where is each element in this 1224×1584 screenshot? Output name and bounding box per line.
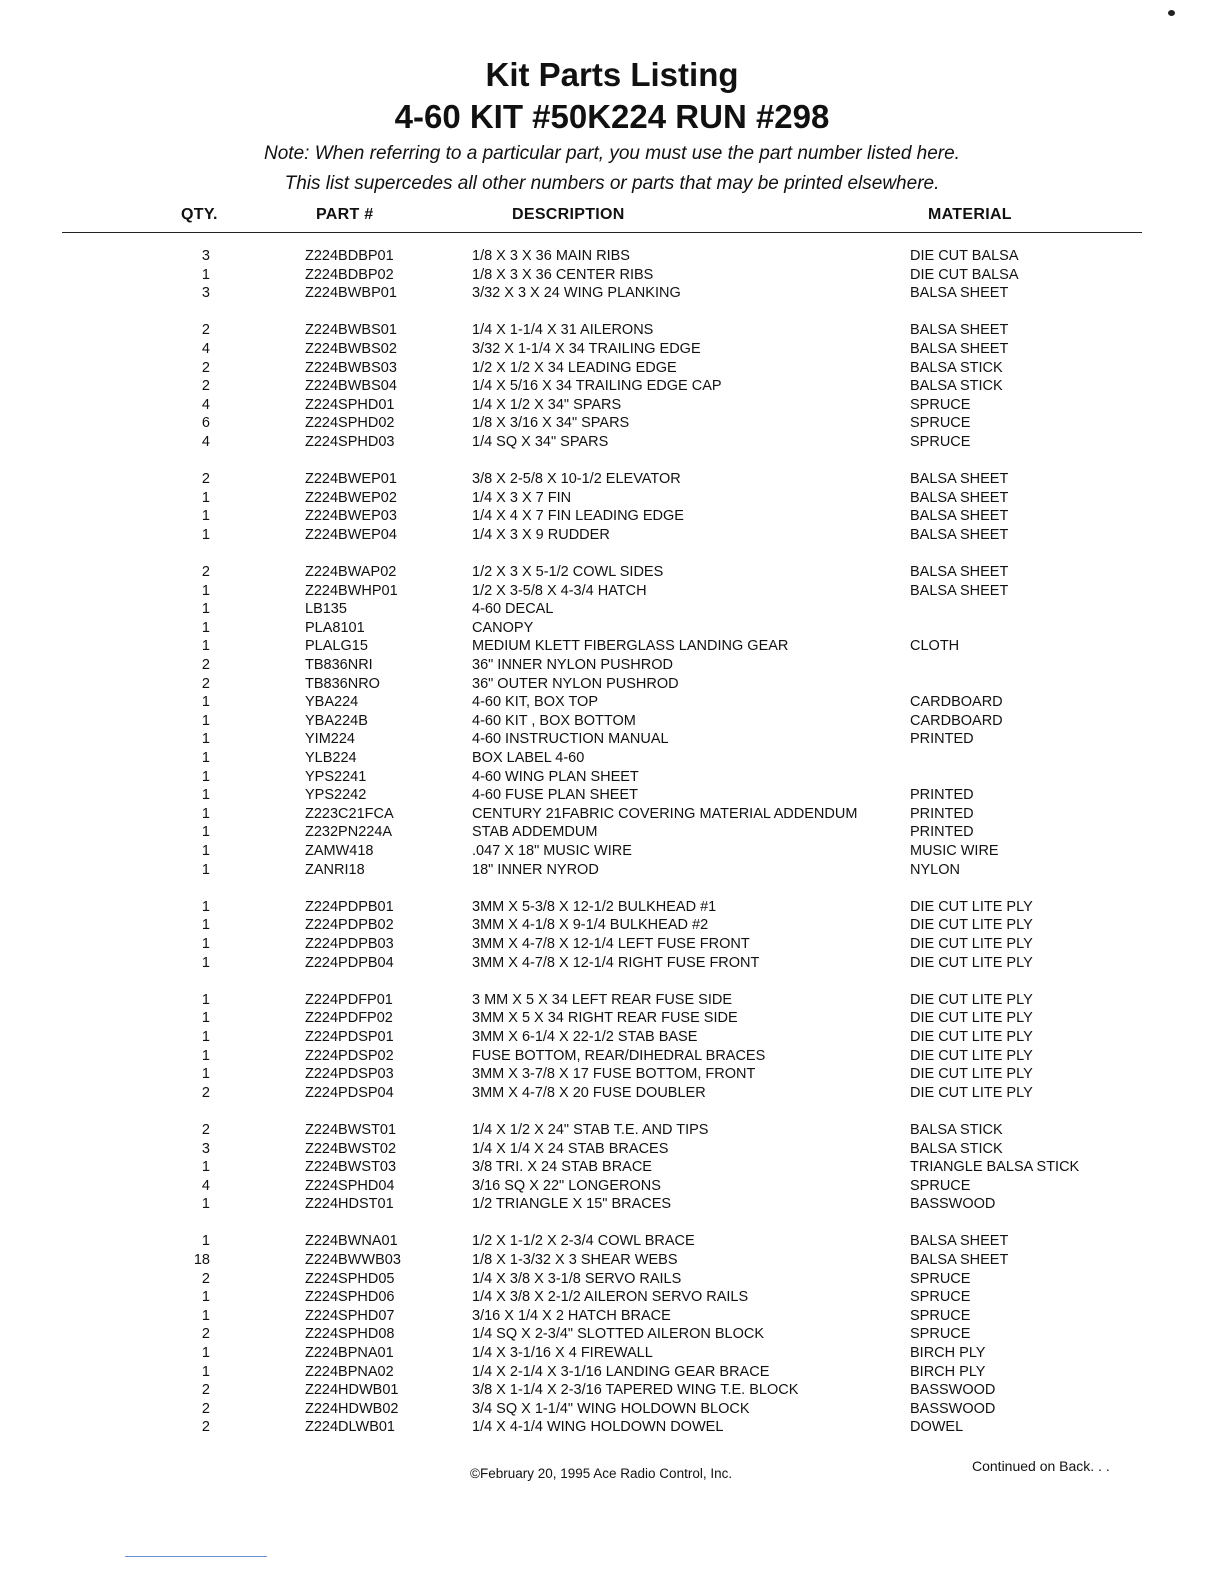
table-row: [0, 1084, 1224, 1103]
qty-cell: 4: [201, 340, 210, 357]
part-number-cell: YBA224: [305, 694, 359, 711]
qty-cell: 3: [201, 1140, 210, 1157]
description-cell: 1/4 X 3 X 7 FIN: [472, 489, 572, 506]
part-number-cell: Z223C21FCA: [305, 805, 394, 822]
table-row: [0, 823, 1224, 842]
description-cell: STAB ADDEMDUM: [472, 824, 598, 841]
qty-cell: 4: [201, 433, 210, 450]
table-row: [0, 1418, 1224, 1437]
qty-cell: 6: [201, 415, 210, 432]
material-cell: DIE CUT LITE PLY: [910, 1028, 1033, 1045]
table-row: [0, 861, 1224, 880]
material-cell: DIE CUT LITE PLY: [910, 917, 1033, 934]
part-number-cell: YLB224: [305, 750, 357, 767]
table-row: [0, 916, 1224, 935]
description-cell: 36" INNER NYLON PUSHROD: [472, 657, 673, 674]
material-cell: BALSA STICK: [910, 378, 1003, 395]
description-cell: 3MM X 5 X 34 RIGHT REAR FUSE SIDE: [472, 1010, 738, 1027]
part-number-cell: Z224PDSP01: [305, 1028, 394, 1045]
description-cell: .047 X 18" MUSIC WIRE: [472, 843, 632, 859]
part-number-cell: Z224BWNA01: [305, 1233, 398, 1250]
table-row: [0, 693, 1224, 712]
part-number-cell: Z224BWHP01: [305, 582, 398, 599]
description-cell: 3/16 X 1/4 X 2 HATCH BRACE: [472, 1307, 671, 1324]
material-cell: BIRCH PLY: [910, 1363, 986, 1380]
description-cell: 1/2 X 3-5/8 X 4-3/4 HATCH: [472, 582, 647, 599]
table-row: [0, 1232, 1224, 1251]
material-cell: CARDBOARD: [910, 694, 1003, 711]
part-number-cell: Z224PDSP02: [305, 1047, 394, 1064]
part-number-cell: ZANRI18: [305, 861, 365, 878]
material-cell: DIE CUT LITE PLY: [910, 1047, 1033, 1064]
description-cell: FUSE BOTTOM, REAR/DIHEDRAL BRACES: [472, 1047, 766, 1064]
description-cell: 3/8 X 2-5/8 X 10-1/2 ELEVATOR: [472, 471, 681, 488]
part-number-cell: Z224BWST03: [305, 1159, 397, 1176]
qty-cell: 1: [201, 824, 210, 841]
material-cell: BALSA SHEET: [910, 340, 1009, 357]
continued-note: Continued on Back. . .: [972, 1458, 1110, 1474]
description-cell: 1/8 X 3 X 36 CENTER RIBS: [472, 266, 654, 283]
table-row: [0, 991, 1224, 1010]
description-cell: 1/4 X 1/2 X 24" STAB T.E. AND TIPS: [472, 1121, 709, 1138]
description-cell: 3MM X 4-7/8 X 12-1/4 RIGHT FUSE FRONT: [472, 954, 760, 971]
material-cell: BALSA SHEET: [910, 322, 1009, 339]
description-cell: 1/4 X 1/4 X 24 STAB BRACES: [472, 1140, 669, 1157]
table-row: [0, 898, 1224, 917]
part-number-cell: Z224SPHD05: [305, 1270, 395, 1287]
table-row: [0, 414, 1224, 433]
description-cell: 4-60 KIT , BOX BOTTOM: [472, 712, 636, 729]
table-row: [0, 266, 1224, 285]
table-row: [0, 1195, 1224, 1214]
table-row: [0, 582, 1224, 601]
qty-cell: 2: [201, 1419, 210, 1436]
table-row: [0, 396, 1224, 415]
qty-cell: 2: [201, 564, 210, 581]
part-number-cell: Z224DLWB01: [305, 1419, 395, 1436]
part-number-cell: LB135: [305, 601, 347, 618]
table-row: [0, 1121, 1224, 1140]
material-cell: PRINTED: [910, 824, 974, 841]
description-cell: 3MM X 4-7/8 X 20 FUSE DOUBLER: [472, 1084, 706, 1101]
table-row: [0, 340, 1224, 359]
table-row: [0, 1028, 1224, 1047]
parts-table: [0, 247, 1224, 1437]
part-number-cell: Z224PDFP02: [305, 1010, 393, 1027]
material-cell: SPRUCE: [910, 1270, 971, 1287]
material-cell: BALSA SHEET: [910, 471, 1009, 488]
description-cell: 4-60 KIT, BOX TOP: [472, 694, 598, 711]
qty-cell: 2: [201, 1326, 210, 1343]
material-cell: DIE CUT LITE PLY: [910, 898, 1033, 915]
table-row: [0, 656, 1224, 675]
description-cell: 4-60 WING PLAN SHEET: [472, 768, 639, 785]
qty-cell: 1: [201, 935, 210, 952]
description-cell: 1/8 X 3 X 36 MAIN RIBS: [472, 248, 630, 264]
table-row: [0, 563, 1224, 582]
material-cell: BALSA SHEET: [910, 285, 1009, 302]
part-number-cell: TB836NRO: [305, 675, 380, 692]
part-number-cell: Z224BDBP02: [305, 266, 394, 283]
page-title: Kit Parts Listing: [485, 56, 739, 93]
qty-cell: 1: [201, 526, 210, 543]
material-cell: DIE CUT LITE PLY: [910, 991, 1033, 1008]
part-number-cell: Z224HDST01: [305, 1196, 394, 1213]
table-row: [0, 1400, 1224, 1419]
qty-cell: 1: [201, 787, 210, 804]
qty-cell: 2: [201, 1084, 210, 1101]
description-cell: 4-60 INSTRUCTION MANUAL: [472, 731, 669, 748]
description-cell: 4-60 FUSE PLAN SHEET: [472, 787, 638, 804]
copyright-notice: ©February 20, 1995 Ace Radio Control, Inc.: [470, 1466, 733, 1481]
material-cell: PRINTED: [910, 731, 974, 748]
description-cell: 36" OUTER NYLON PUSHROD: [472, 675, 679, 692]
qty-cell: 3: [201, 248, 210, 264]
table-row: [0, 507, 1224, 526]
part-number-cell: Z224BWEP04: [305, 526, 397, 543]
material-cell: DIE CUT BALSA: [910, 248, 1019, 264]
part-number-cell: Z224SPHD06: [305, 1289, 395, 1306]
kit-subtitle: 4-60 KIT #50K224 RUN #298: [394, 98, 830, 135]
table-row: [0, 1140, 1224, 1159]
qty-cell: 1: [201, 508, 210, 525]
description-cell: 3/32 X 3 X 24 WING PLANKING: [472, 285, 681, 302]
part-number-cell: Z224BDBP01: [305, 248, 394, 264]
part-number-cell: Z224HDWB01: [305, 1382, 399, 1399]
description-cell: 1/2 X 3 X 5-1/2 COWL SIDES: [472, 564, 664, 581]
part-column-header: PART #: [316, 206, 374, 223]
qty-cell: 2: [201, 1121, 210, 1138]
qty-cell: 2: [201, 322, 210, 339]
qty-cell: 2: [201, 657, 210, 674]
description-cell: 1/2 X 1/2 X 34 LEADING EDGE: [472, 359, 677, 376]
description-cell: 1/4 X 3-1/16 X 4 FIREWALL: [472, 1345, 653, 1362]
description-cell: 1/2 X 1-1/2 X 2-3/4 COWL BRACE: [472, 1233, 695, 1250]
table-row: [0, 526, 1224, 545]
qty-cell: 1: [201, 601, 210, 618]
table-row: [0, 470, 1224, 489]
table-row: [0, 619, 1224, 638]
part-number-cell: Z224BWEP03: [305, 508, 397, 525]
qty-cell: 2: [201, 378, 210, 395]
note-line-1: Note: When referring to a particular part, you must use the part number listed here.: [264, 143, 960, 164]
qty-cell: 1: [201, 731, 210, 748]
part-number-cell: Z224BWBS04: [305, 378, 397, 395]
description-cell: 1/4 X 3 X 9 RUDDER: [472, 526, 610, 543]
qty-cell: 1: [201, 619, 210, 636]
material-cell: PRINTED: [910, 787, 974, 804]
part-number-cell: PLALG15: [305, 638, 368, 655]
table-row: [0, 433, 1224, 452]
table-row: [0, 842, 1224, 861]
qty-cell: 2: [201, 1400, 210, 1417]
part-number-cell: Z224PDFP01: [305, 991, 393, 1008]
table-row: [0, 805, 1224, 824]
qty-cell: 1: [201, 1066, 210, 1083]
material-cell: SPRUCE: [910, 1307, 971, 1324]
qty-cell: 1: [201, 1047, 210, 1064]
description-cell: 1/8 X 3/16 X 34" SPARS: [472, 415, 630, 432]
material-cell: CLOTH: [910, 638, 960, 655]
part-number-cell: Z224BWBS01: [305, 322, 397, 339]
qty-cell: 1: [201, 843, 210, 859]
qty-cell: 1: [201, 638, 210, 655]
description-cell: 3MM X 5-3/8 X 12-1/2 BULKHEAD #1: [472, 898, 717, 915]
part-number-cell: Z224BWBS02: [305, 340, 397, 357]
table-row: [0, 1177, 1224, 1196]
table-row: [0, 1307, 1224, 1326]
part-number-cell: Z224PDSP04: [305, 1084, 394, 1101]
table-row: [0, 284, 1224, 303]
part-number-cell: Z224BWST01: [305, 1121, 397, 1138]
qty-cell: 1: [201, 582, 210, 599]
material-cell: SPRUCE: [910, 433, 971, 450]
part-number-cell: YIM224: [305, 731, 355, 748]
material-cell: SPRUCE: [910, 1289, 971, 1306]
note-line-2: This list supercedes all other numbers or parts that may be printed elsewhere.: [284, 173, 940, 194]
description-cell: 3 MM X 5 X 34 LEFT REAR FUSE SIDE: [472, 991, 733, 1008]
table-row: [0, 730, 1224, 749]
description-cell: CANOPY: [472, 619, 534, 636]
material-cell: SPRUCE: [910, 1177, 971, 1194]
table-row: [0, 359, 1224, 378]
qty-cell: 1: [201, 1363, 210, 1380]
material-cell: BALSA SHEET: [910, 1233, 1009, 1250]
qty-column-header: QTY.: [181, 206, 218, 223]
table-row: [0, 1158, 1224, 1177]
table-row: [0, 1065, 1224, 1084]
material-cell: BALSA STICK: [910, 359, 1003, 376]
part-number-cell: YBA224B: [305, 712, 368, 729]
description-cell: 1/4 X 4-1/4 WING HOLDOWN DOWEL: [472, 1419, 724, 1436]
part-number-cell: TB836NRI: [305, 657, 373, 674]
qty-cell: 1: [201, 750, 210, 767]
material-cell: DIE CUT LITE PLY: [910, 935, 1033, 952]
material-cell: BALSA SHEET: [910, 1252, 1009, 1269]
material-cell: BASSWOOD: [910, 1400, 996, 1417]
table-row: [0, 712, 1224, 731]
material-cell: DIE CUT LITE PLY: [910, 1066, 1033, 1083]
qty-cell: 1: [201, 1289, 210, 1306]
description-cell: 1/4 X 3/8 X 3-1/8 SERVO RAILS: [472, 1270, 682, 1287]
description-cell: 3MM X 6-1/4 X 22-1/2 STAB BASE: [472, 1028, 698, 1045]
description-cell: 1/2 TRIANGLE X 15" BRACES: [472, 1196, 672, 1213]
table-row: [0, 1009, 1224, 1028]
part-number-cell: Z224PDPB02: [305, 917, 394, 934]
part-number-cell: Z224BPNA01: [305, 1345, 394, 1362]
qty-cell: 18: [193, 1252, 210, 1269]
table-row: [0, 749, 1224, 768]
table-row: [0, 637, 1224, 656]
table-row: [0, 786, 1224, 805]
scan-speck: [1168, 10, 1175, 16]
description-column-header: DESCRIPTION: [512, 206, 625, 223]
table-row: [0, 954, 1224, 973]
description-cell: 3/4 SQ X 1-1/4" WING HOLDOWN BLOCK: [472, 1400, 750, 1417]
qty-cell: 1: [201, 266, 210, 283]
material-cell: DIE CUT BALSA: [910, 266, 1019, 283]
table-row: [0, 1047, 1224, 1066]
part-number-cell: YPS2242: [305, 787, 367, 804]
qty-cell: 1: [201, 954, 210, 971]
qty-cell: 1: [201, 991, 210, 1008]
material-cell: NYLON: [910, 861, 960, 878]
description-cell: 1/8 X 1-3/32 X 3 SHEAR WEBS: [472, 1252, 678, 1269]
table-row: [0, 489, 1224, 508]
material-cell: BALSA STICK: [910, 1140, 1003, 1157]
table-row: [0, 1381, 1224, 1400]
material-cell: BALSA SHEET: [910, 508, 1009, 525]
description-cell: MEDIUM KLETT FIBERGLASS LANDING GEAR: [472, 638, 789, 655]
part-number-cell: Z224BWST02: [305, 1140, 397, 1157]
description-cell: 18" INNER NYROD: [472, 861, 599, 878]
description-cell: 1/4 X 2-1/4 X 3-1/16 LANDING GEAR BRACE: [472, 1363, 770, 1380]
qty-cell: 1: [201, 1010, 210, 1027]
qty-cell: 1: [201, 712, 210, 729]
part-number-cell: PLA8101: [305, 619, 365, 636]
part-number-cell: Z224BWWB03: [305, 1252, 401, 1269]
material-cell: BALSA SHEET: [910, 526, 1009, 543]
material-column-header: MATERIAL: [928, 206, 1012, 223]
table-row: [0, 321, 1224, 340]
description-cell: BOX LABEL 4-60: [472, 750, 585, 767]
table-row: [0, 935, 1224, 954]
material-cell: TRIANGLE BALSA STICK: [910, 1159, 1080, 1176]
description-cell: 1/4 X 4 X 7 FIN LEADING EDGE: [472, 508, 684, 525]
qty-cell: 1: [201, 1307, 210, 1324]
material-cell: BASSWOOD: [910, 1382, 996, 1399]
qty-cell: 4: [201, 396, 210, 413]
description-cell: 1/4 X 3/8 X 2-1/2 AILERON SERVO RAILS: [472, 1289, 749, 1306]
part-number-cell: Z224BWEP02: [305, 489, 397, 506]
part-number-cell: Z224SPHD01: [305, 396, 395, 413]
description-cell: 1/4 X 1-1/4 X 31 AILERONS: [472, 322, 654, 339]
description-cell: 3MM X 3-7/8 X 17 FUSE BOTTOM, FRONT: [472, 1066, 756, 1083]
qty-cell: 1: [201, 1028, 210, 1045]
part-number-cell: Z232PN224A: [305, 824, 393, 841]
table-row: [0, 600, 1224, 619]
qty-cell: 3: [201, 285, 210, 302]
qty-cell: 2: [201, 359, 210, 376]
material-cell: DOWEL: [910, 1419, 964, 1436]
part-number-cell: ZAMW418: [305, 843, 374, 859]
description-cell: 4-60 DECAL: [472, 601, 554, 618]
qty-cell: 1: [201, 1159, 210, 1176]
description-cell: 1/4 SQ X 2-3/4" SLOTTED AILERON BLOCK: [472, 1326, 765, 1343]
qty-cell: 2: [201, 675, 210, 692]
table-row: [0, 1251, 1224, 1270]
part-number-cell: Z224SPHD07: [305, 1307, 395, 1324]
material-cell: SPRUCE: [910, 415, 971, 432]
description-cell: CENTURY 21FABRIC COVERING MATERIAL ADDENDUM: [472, 805, 858, 822]
material-cell: DIE CUT LITE PLY: [910, 954, 1033, 971]
material-cell: BALSA STICK: [910, 1121, 1003, 1138]
table-row: [0, 247, 1224, 266]
part-number-cell: Z224BWAP02: [305, 564, 397, 581]
part-number-cell: Z224SPHD02: [305, 415, 395, 432]
description-cell: 1/4 X 5/16 X 34 TRAILING EDGE CAP: [472, 378, 722, 395]
qty-cell: 2: [201, 471, 210, 488]
material-cell: BALSA SHEET: [910, 564, 1009, 581]
material-cell: CARDBOARD: [910, 712, 1003, 729]
qty-cell: 2: [201, 1270, 210, 1287]
material-cell: SPRUCE: [910, 1326, 971, 1343]
description-cell: 3/16 SQ X 22" LONGERONS: [472, 1177, 661, 1194]
part-number-cell: Z224BWBS03: [305, 359, 397, 376]
qty-cell: 1: [201, 1233, 210, 1250]
material-cell: BALSA SHEET: [910, 489, 1009, 506]
scan-edge-line: [125, 1556, 267, 1557]
part-number-cell: Z224SPHD08: [305, 1326, 395, 1343]
table-row: [0, 1344, 1224, 1363]
table-row: [0, 1288, 1224, 1307]
part-number-cell: Z224SPHD04: [305, 1177, 395, 1194]
material-cell: BALSA SHEET: [910, 582, 1009, 599]
qty-cell: 2: [201, 1382, 210, 1399]
table-row: [0, 1270, 1224, 1289]
part-number-cell: Z224BPNA02: [305, 1363, 394, 1380]
part-number-cell: Z224HDWB02: [305, 1400, 399, 1417]
part-number-cell: Z224BWBP01: [305, 285, 397, 302]
header-rule: [62, 232, 1142, 233]
material-cell: PRINTED: [910, 805, 974, 822]
part-number-cell: Z224PDPB04: [305, 954, 394, 971]
qty-cell: 4: [201, 1177, 210, 1194]
part-number-cell: Z224BWEP01: [305, 471, 397, 488]
qty-cell: 1: [201, 768, 210, 785]
part-number-cell: Z224PDSP03: [305, 1066, 394, 1083]
qty-cell: 1: [201, 489, 210, 506]
description-cell: 3/32 X 1-1/4 X 34 TRAILING EDGE: [472, 340, 701, 357]
table-row: [0, 377, 1224, 396]
material-cell: MUSIC WIRE: [910, 843, 999, 859]
material-cell: BIRCH PLY: [910, 1345, 986, 1362]
qty-cell: 1: [201, 898, 210, 915]
part-number-cell: Z224PDPB03: [305, 935, 394, 952]
part-number-cell: Z224SPHD03: [305, 433, 395, 450]
description-cell: 3/8 TRI. X 24 STAB BRACE: [472, 1159, 652, 1176]
qty-cell: 1: [201, 805, 210, 822]
qty-cell: 1: [201, 861, 210, 878]
qty-cell: 1: [201, 1345, 210, 1362]
description-cell: 1/4 X 1/2 X 34" SPARS: [472, 396, 622, 413]
qty-cell: 1: [201, 694, 210, 711]
material-cell: BASSWOOD: [910, 1196, 996, 1213]
table-row: [0, 768, 1224, 787]
qty-cell: 1: [201, 1196, 210, 1213]
description-cell: 3/8 X 1-1/4 X 2-3/16 TAPERED WING T.E. BLOCK: [472, 1382, 799, 1399]
material-cell: DIE CUT LITE PLY: [910, 1010, 1033, 1027]
table-row: [0, 1363, 1224, 1382]
description-cell: 3MM X 4-7/8 X 12-1/4 LEFT FUSE FRONT: [472, 935, 750, 952]
part-number-cell: YPS2241: [305, 768, 367, 785]
description-cell: 1/4 SQ X 34" SPARS: [472, 433, 609, 450]
table-row: [0, 675, 1224, 694]
qty-cell: 1: [201, 917, 210, 934]
material-cell: SPRUCE: [910, 396, 971, 413]
part-number-cell: Z224PDPB01: [305, 898, 394, 915]
description-cell: 3MM X 4-1/8 X 9-1/4 BULKHEAD #2: [472, 917, 709, 934]
table-row: [0, 1325, 1224, 1344]
material-cell: DIE CUT LITE PLY: [910, 1084, 1033, 1101]
